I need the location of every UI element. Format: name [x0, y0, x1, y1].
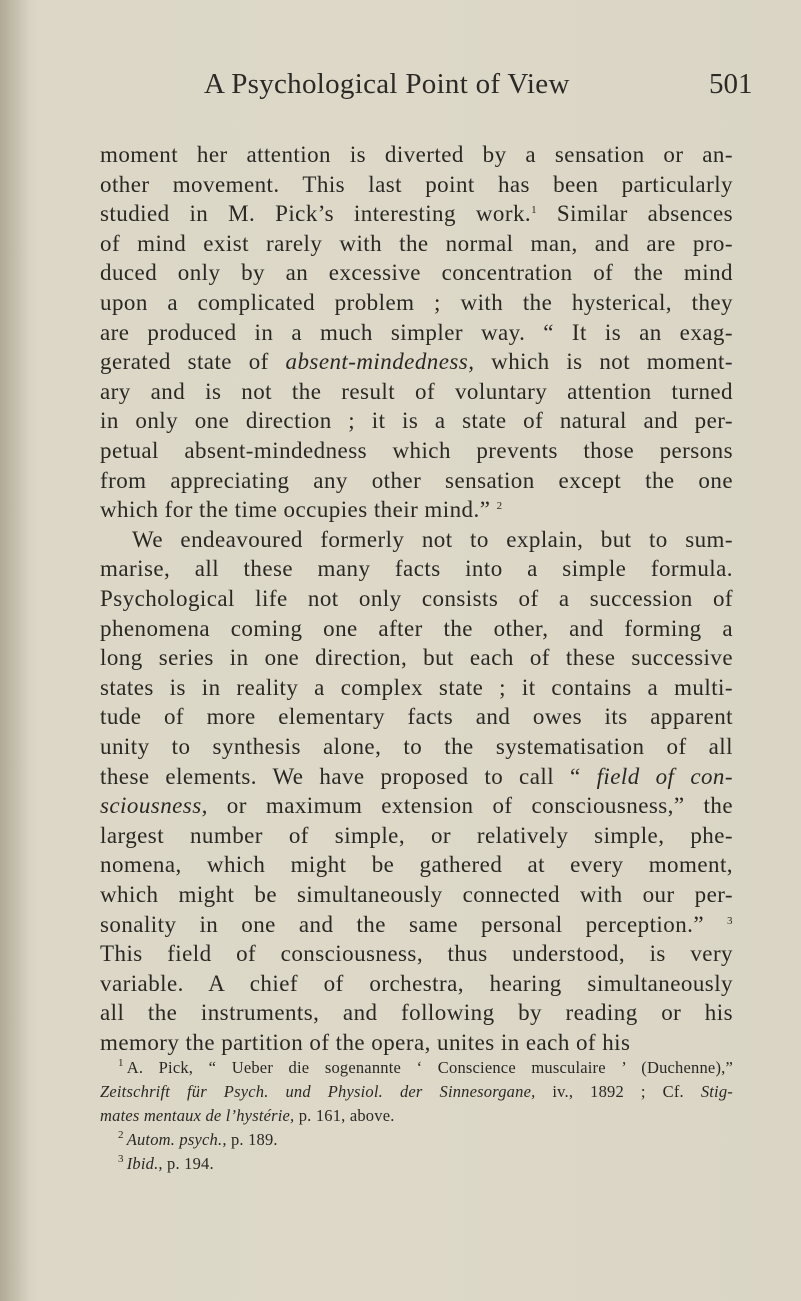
- text-line-content: memory the partition of the opera, unites in each of his: [100, 1030, 631, 1055]
- footnote-1-book-end: mates mentaux de l’hystérie,: [100, 1106, 295, 1125]
- text-line-content: We endeavoured formerly not to explain, but to sum-: [132, 526, 733, 552]
- footnote-reference[interactable]: 2: [496, 500, 503, 513]
- text-line: [100, 229, 733, 259]
- text-line-content: Similar absences: [537, 201, 734, 227]
- footnote-3-page: p. 194.: [162, 1154, 214, 1173]
- text-line: [100, 673, 733, 703]
- italic-term: sciousness,: [100, 793, 208, 819]
- page-header: [0, 68, 801, 118]
- text-line-content: ary and is not the result of voluntary attention turned: [100, 378, 733, 404]
- footnote-reference[interactable]: 3: [727, 914, 733, 927]
- text-line: [100, 199, 733, 229]
- text-line: [100, 732, 733, 762]
- text-line-content: states is in reality a complex state ; it contains a multi-: [100, 674, 733, 700]
- text-line: [100, 584, 733, 614]
- text-line-content: unity to synthesis alone, to the systematisation of all: [100, 734, 733, 759]
- footnote-1-mark: 1: [118, 1057, 124, 1069]
- text-line-content: all the instruments, and following by reading or his: [100, 1000, 733, 1026]
- text-line: [100, 347, 733, 377]
- text-line: [100, 969, 733, 999]
- text-line: [100, 762, 733, 792]
- running-head: A Psychological Point of View: [204, 68, 570, 100]
- text-line-content: which is not moment-: [474, 349, 733, 375]
- text-line: [132, 525, 733, 555]
- text-line: [100, 377, 733, 407]
- footnote-1: [118, 1057, 733, 1079]
- text-line: [100, 791, 733, 821]
- text-line: [100, 850, 733, 880]
- text-line-content: petual absent-mindedness which prevents those persons: [100, 438, 733, 463]
- text-line: [100, 880, 733, 910]
- text-line: [100, 406, 733, 436]
- text-line: [100, 318, 733, 348]
- footnote-1-volume: iv., 1892 ; Cf.: [535, 1082, 701, 1101]
- footnote-2: [118, 1129, 733, 1151]
- text-line: [100, 821, 733, 851]
- text-line-content: in only one direction ; it is a state of natural and per-: [100, 408, 733, 434]
- italic-term: field of con-: [596, 763, 733, 789]
- text-line-content: duced only by an excessive concentration of the mind: [100, 260, 733, 286]
- text-line: [100, 614, 733, 644]
- text-line: [100, 436, 733, 466]
- footnote-1-line-1: A. Pick, “ Ueber die sogenannte ‘ Conscience musculaire ’ (Duchenne),”: [126, 1058, 733, 1077]
- text-line-content: upon a complicated problem ; with the hysterical, they: [100, 290, 733, 315]
- footnote-reference[interactable]: 1: [531, 204, 538, 217]
- text-line-content: or maximum extension of consciousness,” the: [207, 793, 733, 819]
- footnote-2-mark: 2: [118, 1129, 124, 1141]
- text-line-content: other movement. This last point has been particularly: [100, 171, 733, 197]
- text-line-content: sonality in one and the same personal perception.”: [100, 911, 728, 937]
- footnote-3-mark: 3: [118, 1153, 124, 1165]
- text-line-content: Psychological life not only consists of a succession of: [100, 586, 733, 611]
- text-line: [100, 258, 733, 288]
- text-line-content: This field of consciousness, thus understood, is very: [100, 941, 733, 967]
- text-line-content: which might be simultaneously connected with our per-: [100, 882, 733, 907]
- text-line: [100, 998, 733, 1028]
- text-line-content: variable. A chief of orchestra, hearing simultaneously: [100, 970, 733, 996]
- footnote-3-title: Ibid.,: [126, 1154, 163, 1173]
- footnote-1-book-start: Stig-: [700, 1082, 733, 1101]
- text-line-content: nomena, which might be gathered at every moment,: [100, 852, 733, 878]
- text-line: [100, 495, 733, 525]
- text-line: [100, 939, 733, 969]
- footnote-1-end: [100, 1105, 733, 1127]
- footnote-2-page: p. 189.: [226, 1130, 278, 1149]
- footnote-1-continuation: [100, 1081, 733, 1103]
- text-line-content: gerated state of: [100, 349, 286, 375]
- text-line-content: are produced in a much simpler way. “ It is an exag-: [100, 319, 733, 345]
- footnote-1-page: p. 161, above.: [294, 1106, 395, 1125]
- text-line: [100, 554, 733, 584]
- text-line-content: which for the time occupies their mind.”: [100, 497, 497, 523]
- text-line: [100, 702, 733, 732]
- text-line-content: marise, all these many facts into a simple formula.: [100, 556, 733, 582]
- text-line: [100, 140, 733, 170]
- page-number: 501: [709, 68, 753, 100]
- text-line-content: long series in one direction, but each of these successive: [100, 645, 733, 671]
- text-line: [100, 910, 733, 940]
- text-line: [100, 288, 733, 318]
- footnote-1-journal: Zeitschrift für Psych. und Physiol. der Sinnesorgane,: [100, 1082, 536, 1101]
- spine-shadow: [0, 0, 30, 1301]
- text-line-content: studied in M. Pick’s interesting work.: [100, 201, 532, 227]
- text-line-content: largest number of simple, or relatively simple, phe-: [100, 822, 733, 848]
- text-line: [100, 1028, 733, 1058]
- text-line-content: from appreciating any other sensation except the one: [100, 467, 733, 493]
- text-line: [100, 466, 733, 496]
- text-line-content: tude of more elementary facts and owes its apparent: [100, 704, 733, 730]
- text-line-content: phenomena coming one after the other, and forming a: [100, 615, 733, 641]
- text-line: [100, 170, 733, 200]
- text-line-content: these elements. We have proposed to call “: [100, 763, 597, 789]
- footnote-2-title: Autom. psych.,: [126, 1130, 227, 1149]
- footnote-3: [118, 1153, 733, 1175]
- text-line: [100, 643, 733, 673]
- italic-term: absent-mindedness,: [285, 349, 475, 375]
- text-line-content: moment her attention is diverted by a sensation or an-: [100, 142, 733, 167]
- text-line-content: of mind exist rarely with the normal man, and are pro-: [100, 230, 733, 256]
